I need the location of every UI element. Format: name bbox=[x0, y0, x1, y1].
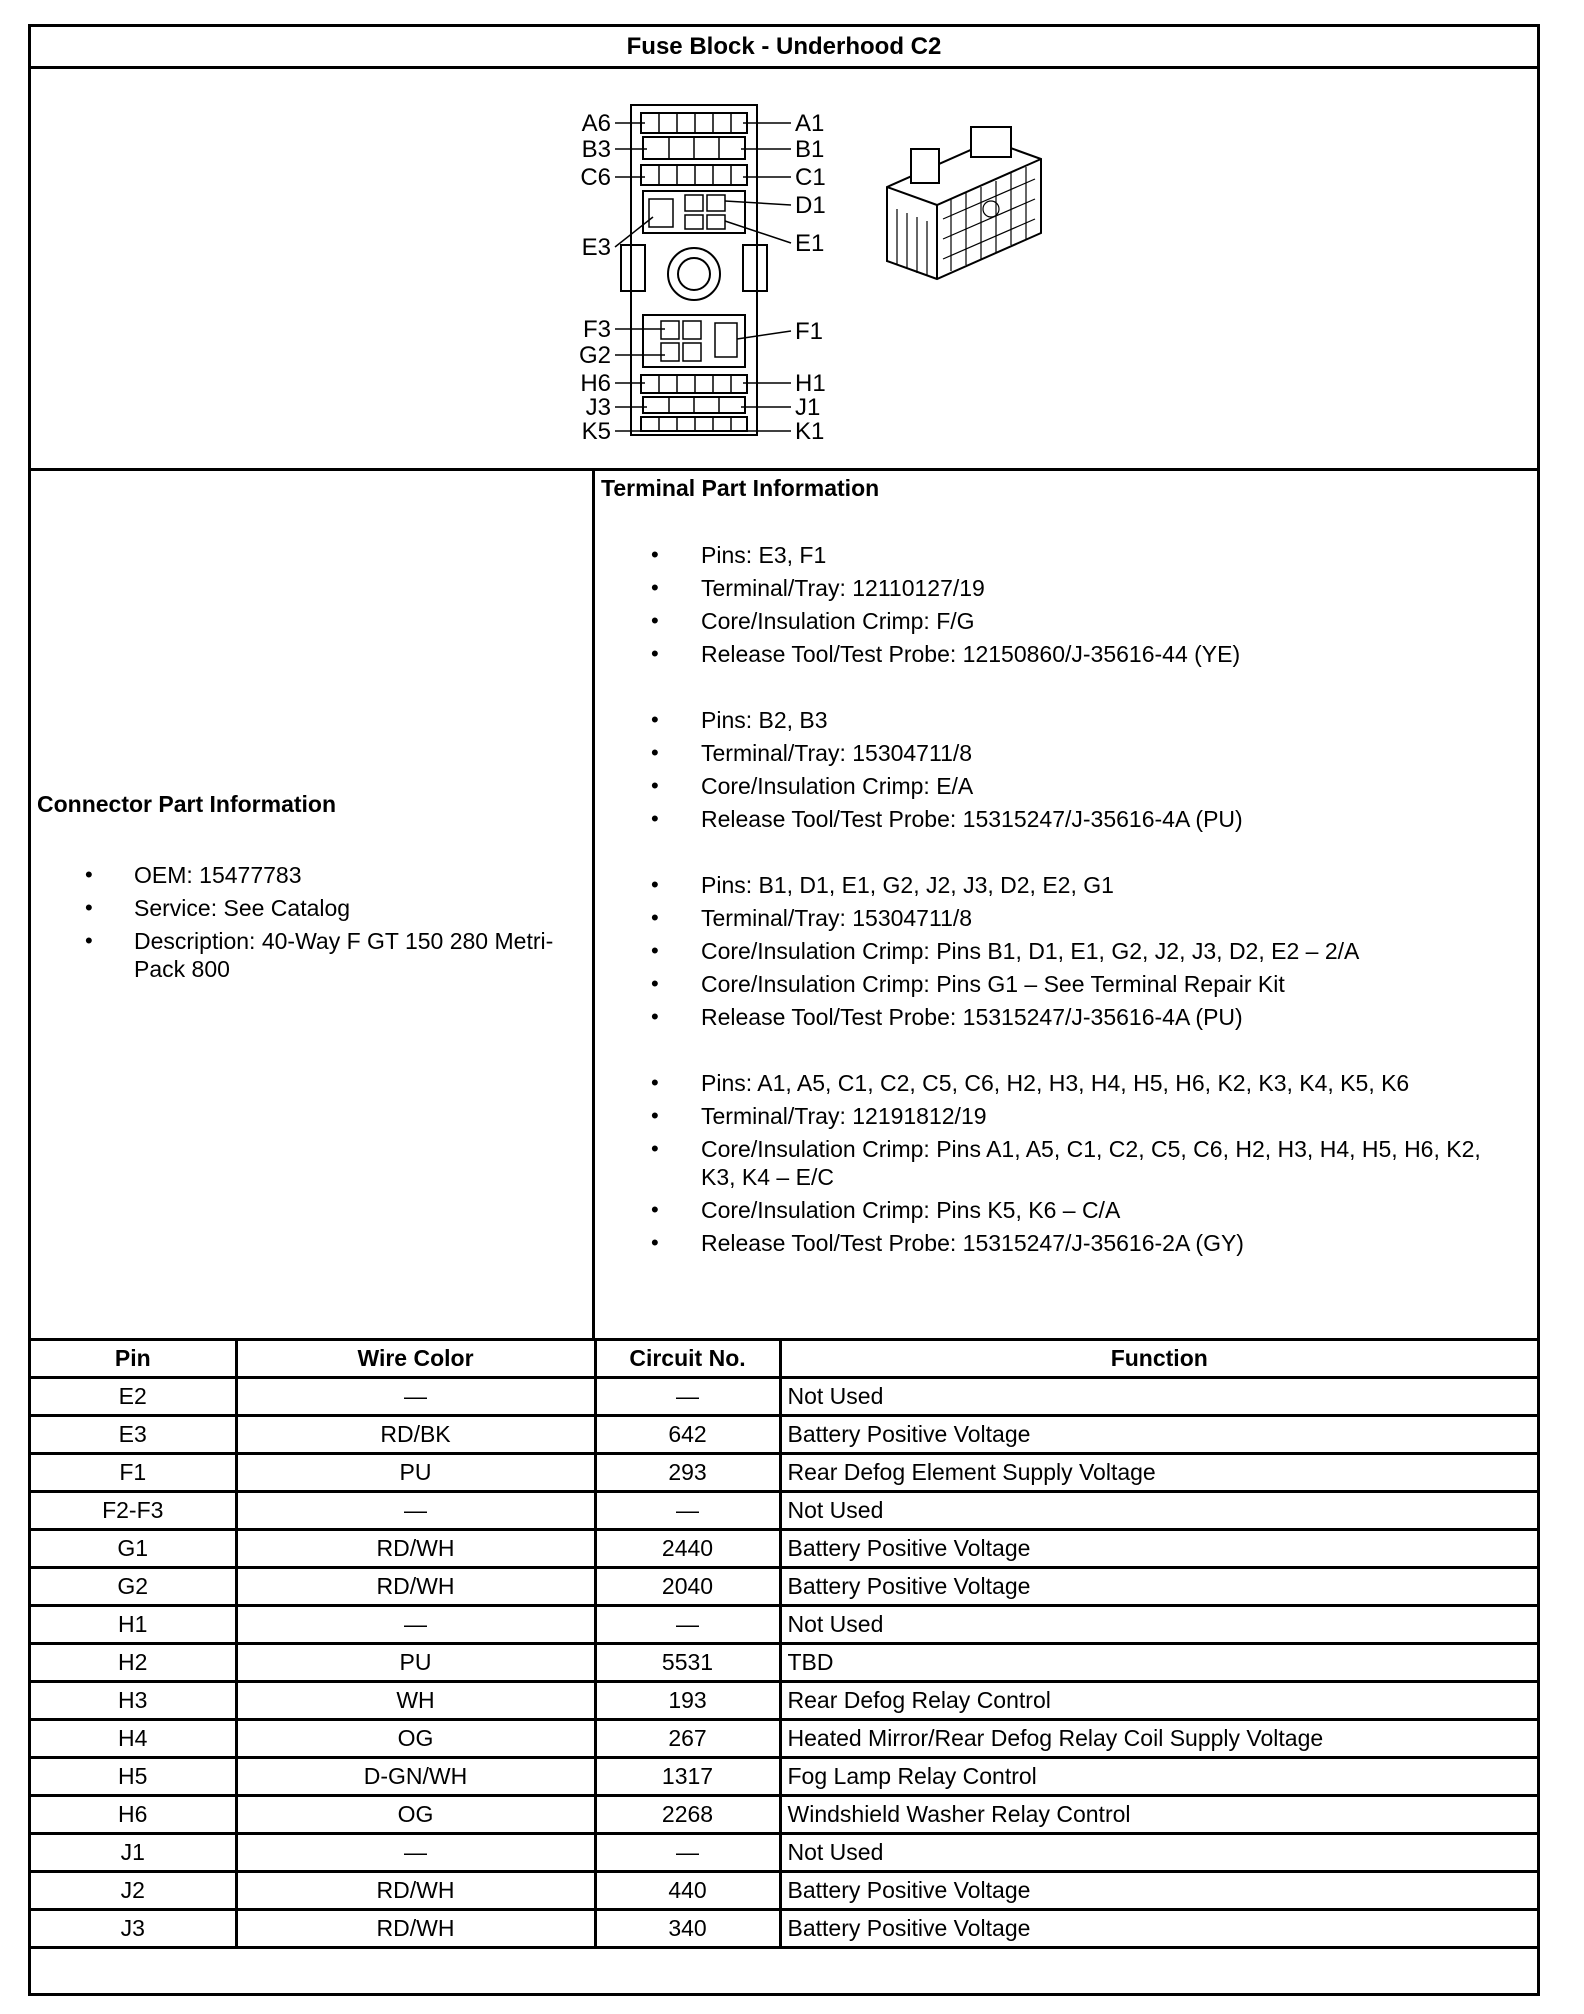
circuit-cell: 2268 bbox=[595, 1796, 780, 1834]
pin-cell: J1 bbox=[31, 1834, 236, 1872]
function-cell: Battery Positive Voltage bbox=[780, 1530, 1537, 1568]
part-information-row bbox=[31, 471, 1537, 1341]
list-item: • Release Tool/Test Probe: 15315247/J-35616-2A (GY) bbox=[595, 1229, 1537, 1257]
pin-table-body bbox=[31, 1378, 1537, 1948]
list-item: • Service: See Catalog bbox=[31, 894, 591, 922]
list-item: • Core/Insulation Crimp: E/A bbox=[595, 772, 1537, 800]
function-cell: Heated Mirror/Rear Defog Relay Coil Supply Voltage bbox=[780, 1720, 1537, 1758]
connector-info-list bbox=[31, 861, 591, 988]
pin-cell: H1 bbox=[31, 1606, 236, 1644]
wire-color-cell: OG bbox=[236, 1796, 595, 1834]
list-item: • Terminal/Tray: 12110127/19 bbox=[595, 574, 1537, 602]
right-pin-labels bbox=[795, 110, 826, 445]
pin-label-right: F1 bbox=[795, 318, 824, 345]
function-cell: Windshield Washer Relay Control bbox=[780, 1796, 1537, 1834]
pin-label-right: A1 bbox=[795, 110, 825, 137]
pin-label-left: J3 bbox=[585, 394, 611, 421]
wire-color-cell: RD/WH bbox=[236, 1568, 595, 1606]
pin-cell: H6 bbox=[31, 1796, 236, 1834]
table-row bbox=[31, 1910, 1537, 1948]
circuit-cell: 340 bbox=[595, 1910, 780, 1948]
pin-label-left: F3 bbox=[582, 316, 611, 343]
list-item: • Release Tool/Test Probe: 15315247/J-35616-4A (PU) bbox=[595, 805, 1537, 833]
pin-label-right: B1 bbox=[795, 136, 825, 163]
circuit-cell: — bbox=[595, 1834, 780, 1872]
table-row bbox=[31, 1492, 1537, 1530]
table-row bbox=[31, 1606, 1537, 1644]
list-item: • Pins: B1, D1, E1, G2, J2, J3, D2, E2, G1 bbox=[595, 871, 1537, 899]
list-item: • Description: 40-Way F GT 150 280 Metri-Pack 800 bbox=[31, 927, 591, 983]
list-item: • Core/Insulation Crimp: Pins B1, D1, E1, G2, J2, J3, D2, E2 – 2/A bbox=[595, 937, 1537, 965]
function-cell: Battery Positive Voltage bbox=[780, 1416, 1537, 1454]
wire-color-cell: — bbox=[236, 1492, 595, 1530]
pin-label-right: C1 bbox=[795, 164, 826, 191]
pin-cell: E2 bbox=[31, 1378, 236, 1416]
list-item: • Release Tool/Test Probe: 12150860/J-35616-44 (YE) bbox=[595, 640, 1537, 668]
circuit-cell: 1317 bbox=[595, 1758, 780, 1796]
terminal-group bbox=[595, 871, 1537, 1031]
list-item: • Pins: A1, A5, C1, C2, C5, C6, H2, H3, H4, H5, H6, K2, K3, K4, K5, K6 bbox=[595, 1069, 1537, 1097]
pin-table bbox=[31, 1341, 1537, 1949]
wire-color-cell: PU bbox=[236, 1644, 595, 1682]
connector-part-info bbox=[31, 471, 595, 1338]
table-row bbox=[31, 1682, 1537, 1720]
list-item: • Pins: B2, B3 bbox=[595, 706, 1537, 734]
table-row bbox=[31, 1416, 1537, 1454]
pin-cell: J2 bbox=[31, 1872, 236, 1910]
pin-label-right: K1 bbox=[795, 418, 825, 445]
wire-color-cell: RD/WH bbox=[236, 1910, 595, 1948]
terminal-group bbox=[595, 541, 1537, 668]
circuit-cell: — bbox=[595, 1606, 780, 1644]
pin-label-left: H6 bbox=[580, 370, 611, 397]
table-row bbox=[31, 1796, 1537, 1834]
function-cell: Fog Lamp Relay Control bbox=[780, 1758, 1537, 1796]
pin-label-left: K5 bbox=[581, 418, 611, 445]
connector-face-diagram bbox=[31, 69, 1537, 467]
wire-color-cell: RD/WH bbox=[236, 1530, 595, 1568]
connector-face-drawing bbox=[615, 105, 791, 435]
circuit-cell: 642 bbox=[595, 1416, 780, 1454]
pin-label-left: B3 bbox=[581, 136, 611, 163]
wire-color-cell: RD/BK bbox=[236, 1416, 595, 1454]
circuit-cell: 293 bbox=[595, 1454, 780, 1492]
connector-info-heading: Connector Part Information bbox=[37, 791, 337, 817]
circuit-cell: 2440 bbox=[595, 1530, 780, 1568]
terminal-group bbox=[595, 1069, 1537, 1257]
wire-color-cell: — bbox=[236, 1378, 595, 1416]
list-item: • Core/Insulation Crimp: Pins K5, K6 – C/A bbox=[595, 1196, 1537, 1224]
circuit-cell: 2040 bbox=[595, 1568, 780, 1606]
function-cell: Not Used bbox=[780, 1378, 1537, 1416]
function-cell: Battery Positive Voltage bbox=[780, 1910, 1537, 1948]
table-header-row bbox=[31, 1341, 1537, 1378]
pin-cell: H4 bbox=[31, 1720, 236, 1758]
pin-cell: F2-F3 bbox=[31, 1492, 236, 1530]
column-header: Function bbox=[780, 1341, 1537, 1378]
column-header: Pin bbox=[31, 1341, 236, 1378]
connector-diagram-area bbox=[31, 69, 1537, 471]
wire-color-cell: D-GN/WH bbox=[236, 1758, 595, 1796]
wire-color-cell: OG bbox=[236, 1720, 595, 1758]
list-item: • OEM: 15477783 bbox=[31, 861, 591, 889]
circuit-cell: 440 bbox=[595, 1872, 780, 1910]
list-item: • Core/Insulation Crimp: Pins A1, A5, C1, C2, C5, C6, H2, H3, H4, H5, H6, K2, K3, K4 – E/C bbox=[595, 1135, 1537, 1191]
function-cell: Not Used bbox=[780, 1606, 1537, 1644]
circuit-cell: 5531 bbox=[595, 1644, 780, 1682]
pin-cell: E3 bbox=[31, 1416, 236, 1454]
pin-cell: G1 bbox=[31, 1530, 236, 1568]
column-header: Wire Color bbox=[236, 1341, 595, 1378]
wire-color-cell: RD/WH bbox=[236, 1872, 595, 1910]
pin-label-right: H1 bbox=[795, 370, 826, 397]
pin-label-right: J1 bbox=[795, 394, 821, 421]
wire-color-cell: — bbox=[236, 1606, 595, 1644]
table-row bbox=[31, 1720, 1537, 1758]
connector-sheet bbox=[28, 24, 1540, 1996]
function-cell: Rear Defog Element Supply Voltage bbox=[780, 1454, 1537, 1492]
terminal-part-info bbox=[595, 471, 1537, 1338]
terminal-info-heading: Terminal Part Information bbox=[601, 475, 880, 501]
function-cell: TBD bbox=[780, 1644, 1537, 1682]
table-row bbox=[31, 1758, 1537, 1796]
list-item: • Release Tool/Test Probe: 15315247/J-35616-4A (PU) bbox=[595, 1003, 1537, 1031]
pin-label-left: E3 bbox=[581, 234, 611, 261]
circuit-cell: — bbox=[595, 1492, 780, 1530]
terminal-groups bbox=[595, 541, 1537, 1295]
table-row bbox=[31, 1834, 1537, 1872]
list-item: • Terminal/Tray: 12191812/19 bbox=[595, 1102, 1537, 1130]
pin-label-right: D1 bbox=[795, 192, 826, 219]
pin-cell: G2 bbox=[31, 1568, 236, 1606]
connector-housing-drawing bbox=[887, 127, 1041, 279]
list-item: • Terminal/Tray: 15304711/8 bbox=[595, 739, 1537, 767]
pin-cell: H3 bbox=[31, 1682, 236, 1720]
table-row bbox=[31, 1454, 1537, 1492]
wire-color-cell: PU bbox=[236, 1454, 595, 1492]
pin-cell: F1 bbox=[31, 1454, 236, 1492]
pin-cell: H5 bbox=[31, 1758, 236, 1796]
list-item: • Terminal/Tray: 15304711/8 bbox=[595, 904, 1537, 932]
circuit-cell: 267 bbox=[595, 1720, 780, 1758]
table-row bbox=[31, 1378, 1537, 1416]
pin-label-left: A6 bbox=[581, 110, 611, 137]
table-row bbox=[31, 1530, 1537, 1568]
function-cell: Rear Defog Relay Control bbox=[780, 1682, 1537, 1720]
table-row bbox=[31, 1872, 1537, 1910]
wire-color-cell: — bbox=[236, 1834, 595, 1872]
list-item: • Core/Insulation Crimp: Pins G1 – See Terminal Repair Kit bbox=[595, 970, 1537, 998]
table-row bbox=[31, 1568, 1537, 1606]
left-pin-labels bbox=[579, 110, 611, 445]
pin-label-left: C6 bbox=[580, 164, 611, 191]
pin-label-left: G2 bbox=[578, 342, 611, 369]
pin-cell: H2 bbox=[31, 1644, 236, 1682]
pin-cell: J3 bbox=[31, 1910, 236, 1948]
function-cell: Battery Positive Voltage bbox=[780, 1568, 1537, 1606]
list-item: • Core/Insulation Crimp: F/G bbox=[595, 607, 1537, 635]
pin-label-right: E1 bbox=[795, 230, 825, 257]
terminal-group bbox=[595, 706, 1537, 833]
wire-color-cell: WH bbox=[236, 1682, 595, 1720]
table-row bbox=[31, 1644, 1537, 1682]
function-cell: Battery Positive Voltage bbox=[780, 1872, 1537, 1910]
function-cell: Not Used bbox=[780, 1492, 1537, 1530]
column-header: Circuit No. bbox=[595, 1341, 780, 1378]
list-item: • Pins: E3, F1 bbox=[595, 541, 1537, 569]
circuit-cell: — bbox=[595, 1378, 780, 1416]
function-cell: Not Used bbox=[780, 1834, 1537, 1872]
sheet-title: Fuse Block - Underhood C2 bbox=[31, 27, 1537, 69]
circuit-cell: 193 bbox=[595, 1682, 780, 1720]
